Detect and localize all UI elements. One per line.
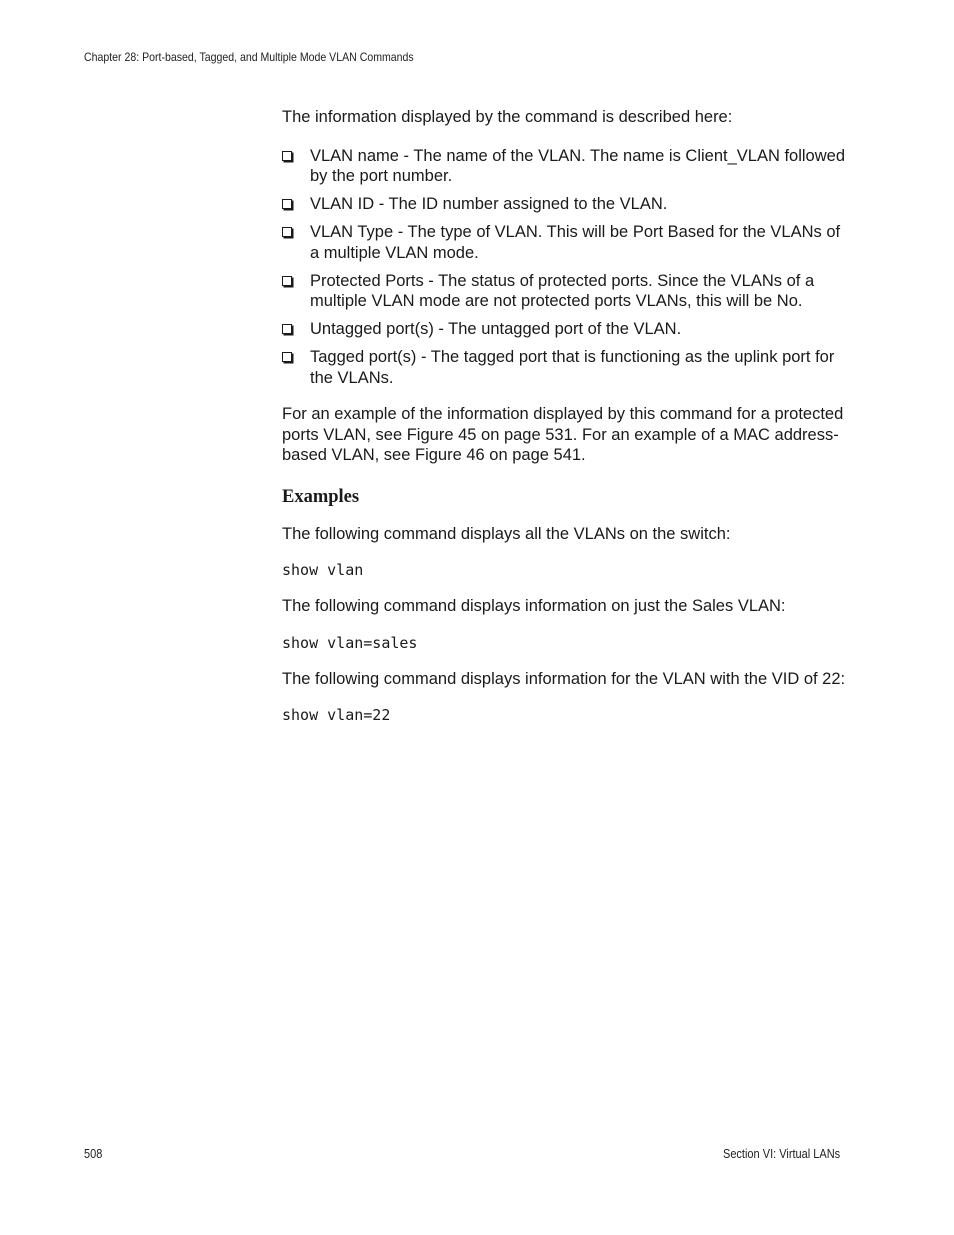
command-example: show vlan=sales [282,633,418,652]
list-item [282,271,850,312]
checkbox-bullet-icon [282,151,292,161]
checkbox-bullet-icon [282,324,292,334]
command-example: show vlan [282,561,364,579]
list-item-text: VLAN Type - The type of VLAN. This will be Port Based for the VLANs of a multiple VLAN mode. [310,223,841,262]
example-description: The following command displays all the VLANs on the switch: [282,524,731,543]
page-number: 508 [84,1147,103,1161]
field-description-list [282,146,850,389]
checkbox-bullet-icon [282,352,292,362]
running-header: Chapter 28: Port-based, Tagged, and Multiple Mode VLAN Commands [84,50,414,64]
list-item [282,194,850,215]
section-title: Section VI: Virtual LANs [722,1147,840,1161]
examples-heading: Examples [282,486,360,507]
list-item-text: VLAN name - The name of the VLAN. The name is Client_VLAN followed by the port number. [310,146,846,185]
list-item [282,222,850,263]
list-item-text: Untagged port(s) - The untagged port of the VLAN. [310,320,682,338]
page-content [282,107,850,741]
command-example: show vlan=22 [282,706,391,724]
list-item [282,347,850,388]
checkbox-bullet-icon [282,276,292,286]
checkbox-bullet-icon [282,227,292,237]
list-item-text: Protected Ports - The status of protected ports. Since the VLANs of a multiple VLAN mode are not protected ports VLANs, this will be No. [310,271,815,310]
checkbox-bullet-icon [282,199,292,209]
figure-reference-paragraph: For an example of the information displayed by this command for a protected ports VLAN, see Figure 45 on page 531. For an example of a MAC address-based VLAN, see Figure 46 on page 541. [282,405,844,464]
list-item [282,146,850,187]
list-item [282,319,850,340]
example-description: The following command displays information on just the Sales VLAN: [282,597,786,615]
intro-paragraph: The information displayed by the command is described here: [282,108,733,126]
list-item-text: Tagged port(s) - The tagged port that is functioning as the uplink port for the VLANs. [310,348,835,387]
example-description: The following command displays information for the VLAN with the VID of 22: [282,669,846,688]
list-item-text: VLAN ID - The ID number assigned to the VLAN. [310,195,668,213]
